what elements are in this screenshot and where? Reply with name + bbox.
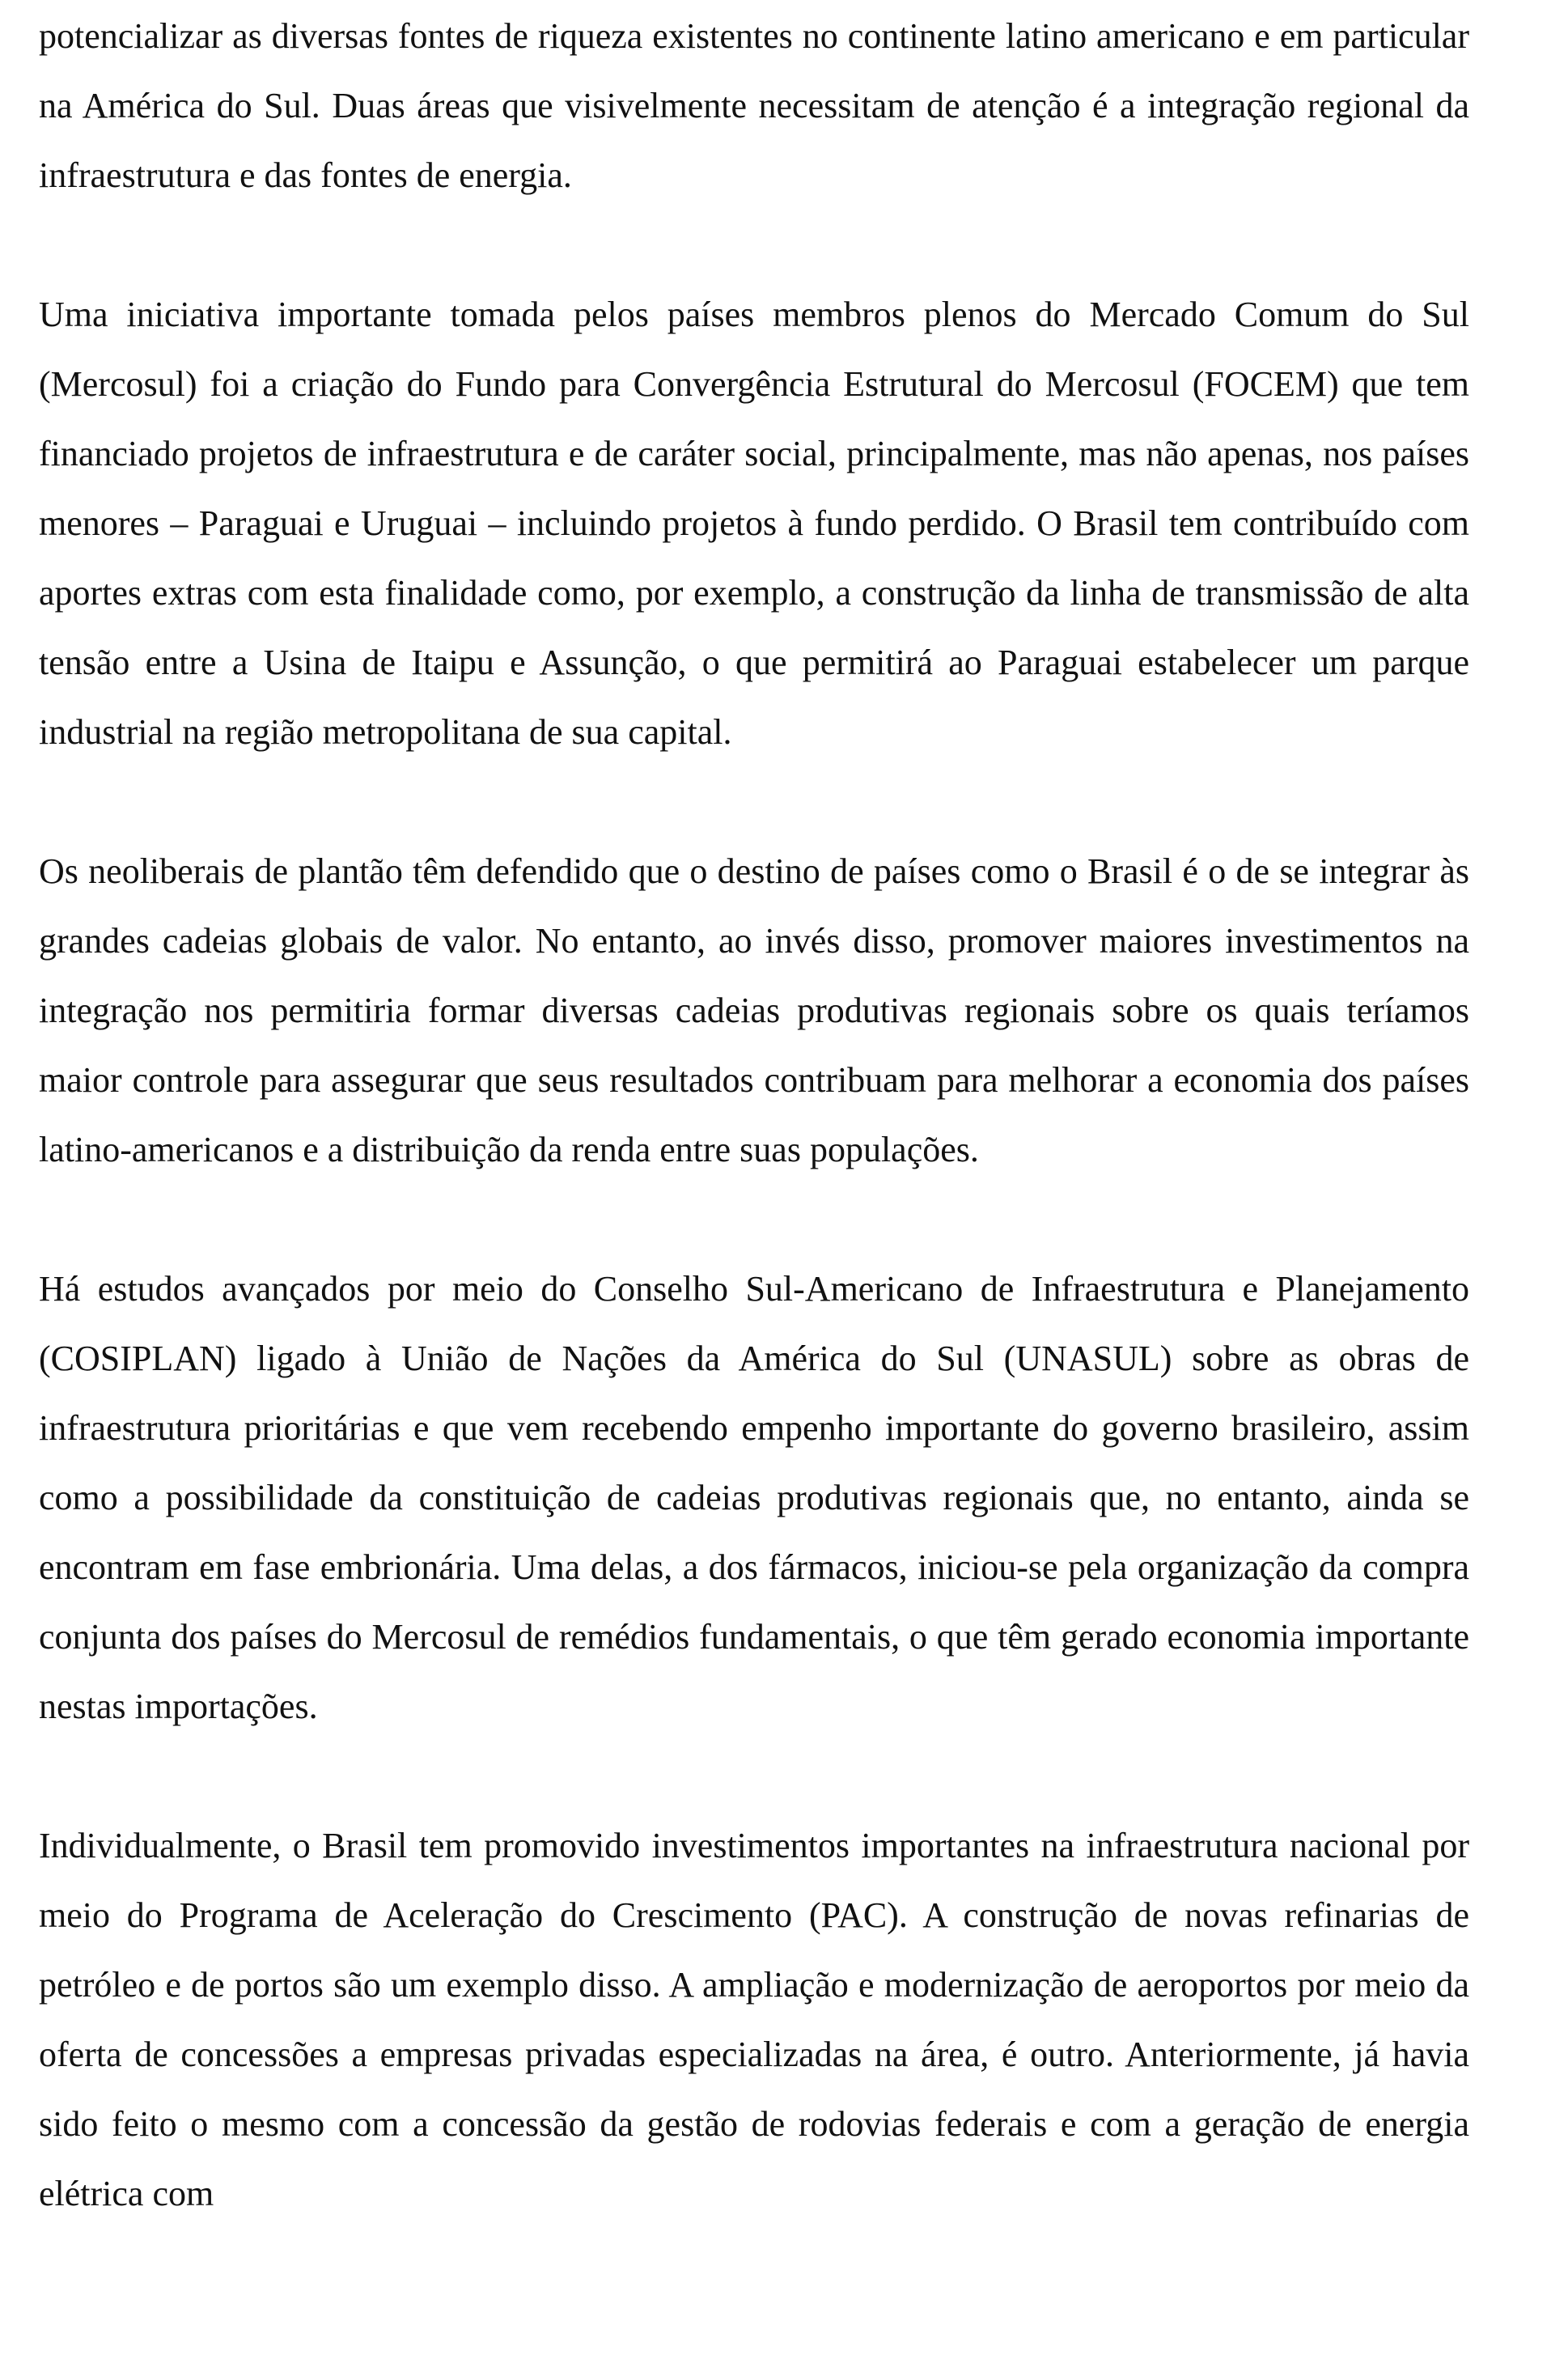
paragraph-5: Individualmente, o Brasil tem promovido investimentos importantes na infraestrutura nacional por meio do Programa de Aceleração do Crescimento (PAC). A construção de novas refinarias de petróleo e de portos são um exemplo disso. A ampliação e modernização de aeroportos por meio da oferta de concessões a empresas privadas especializadas na área, é outro. Anteriormente, já havia sido feito o mesmo com a concessão da gestão de rodovias federais e com a geração de energia elétrica com xyxy=(39,1826,1469,2213)
paragraph-3: Os neoliberais de plantão têm defendido que o destino de países como o Brasil é o de se integrar às grandes cadeias globais de valor. No entanto, ao invés disso, promover maiores investimentos na integração nos permitiria formar diversas cadeias produtivas regionais sobre os quais teríamos maior controle para assegurar que seus resultados contribuam para melhorar a economia dos países latino-americanos e a distribuição da renda entre suas populações. xyxy=(39,851,1469,1169)
paragraph-2: Uma iniciativa importante tomada pelos países membros plenos do Mercado Comum do Sul (Mercosul) foi a criação do Fundo para Convergência Estrutural do Mercosul (FOCEM) que tem financiado projetos de infraestrutura e de caráter social, principalmente, mas não apenas, nos países menores – Paraguai e Uruguai – incluindo projetos à fundo perdido. O Brasil tem contribuído com aportes extras com esta finalidade como, por exemplo, a construção da linha de transmissão de alta tensão entre a Usina de Itaipu e Assunção, o que permitirá ao Paraguai estabelecer um parque industrial na região metropolitana de sua capital. xyxy=(39,295,1469,752)
document-page xyxy=(39,0,1469,2298)
paragraph-4: Há estudos avançados por meio do Conselho Sul-Americano de Infraestrutura e Planejamento (COSIPLAN) ligado à União de Nações da América do Sul (UNASUL) sobre as obras de infraestrutura prioritárias e que vem recebendo empenho importante do governo brasileiro, assim como a possibilidade da constituição de cadeias produtivas regionais que, no entanto, ainda se encontram em fase embrionária. Uma delas, a dos fármacos, iniciou-se pela organização da compra conjunta dos países do Mercosul de remédios fundamentais, o que têm gerado economia importante nestas importações. xyxy=(39,1269,1469,1726)
paragraph-1: potencializar as diversas fontes de riqueza existentes no continente latino americano e em particular na América do Sul. Duas áreas que visivelmente necessitam de atenção é a integração regional da infraestrutura e das fontes de energia. xyxy=(39,16,1469,195)
